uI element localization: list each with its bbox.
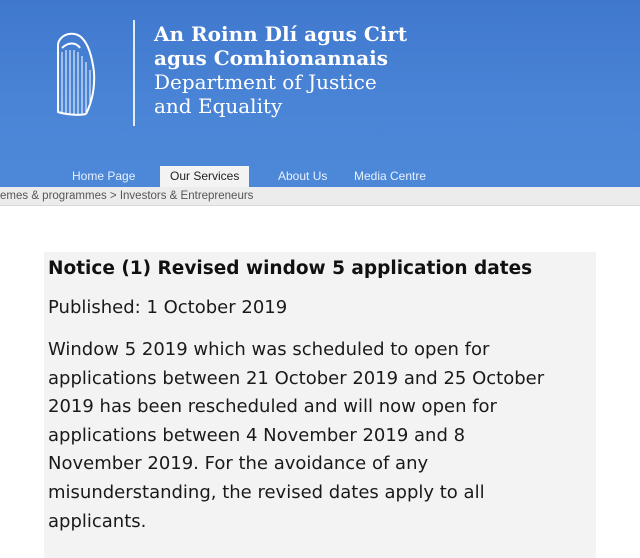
notice-body-line: applications between 21 October 2019 and 25 October xyxy=(48,367,545,389)
breadcrumb-bar xyxy=(0,187,640,206)
notice-body-line: 2019 has been rescheduled and will now open for xyxy=(48,396,497,418)
notice-body-line: November 2019. For the avoidance of any xyxy=(48,453,429,475)
notice-body xyxy=(48,336,596,536)
dept-irish-line-2: agus Comhionannais xyxy=(154,46,389,70)
notice-panel xyxy=(44,252,596,558)
dept-english-line-2: and Equality xyxy=(154,94,283,118)
harp-icon[interactable] xyxy=(52,28,98,120)
notice-body-line: Window 5 2019 which was scheduled to open for xyxy=(48,339,490,360)
nav-about-us[interactable]: About Us xyxy=(278,169,328,183)
dept-english-line-1: Department of Justice xyxy=(154,70,377,94)
main-nav xyxy=(0,166,640,187)
breadcrumb[interactable]: emes & programmes > Investors & Entrepreneurs xyxy=(0,190,254,202)
notice-body-line: misunderstanding, the revised dates apply to all xyxy=(48,481,485,503)
department-name[interactable] xyxy=(154,22,407,118)
nav-home-page[interactable]: Home Page xyxy=(72,169,136,183)
dept-irish-line-1: An Roinn Dlí agus Cirt xyxy=(154,22,408,46)
notice-title: Notice (1) Revised window 5 application dates xyxy=(48,258,533,279)
published-date: Published: 1 October 2019 xyxy=(48,297,288,318)
notice-body-line: applications between 4 November 2019 and 8 xyxy=(48,424,466,446)
header-divider xyxy=(133,20,135,126)
nav-our-services[interactable]: Our Services xyxy=(160,166,249,187)
site-header xyxy=(0,0,640,187)
notice-body-line: applicants. xyxy=(48,510,147,532)
nav-media-centre[interactable]: Media Centre xyxy=(354,169,427,183)
